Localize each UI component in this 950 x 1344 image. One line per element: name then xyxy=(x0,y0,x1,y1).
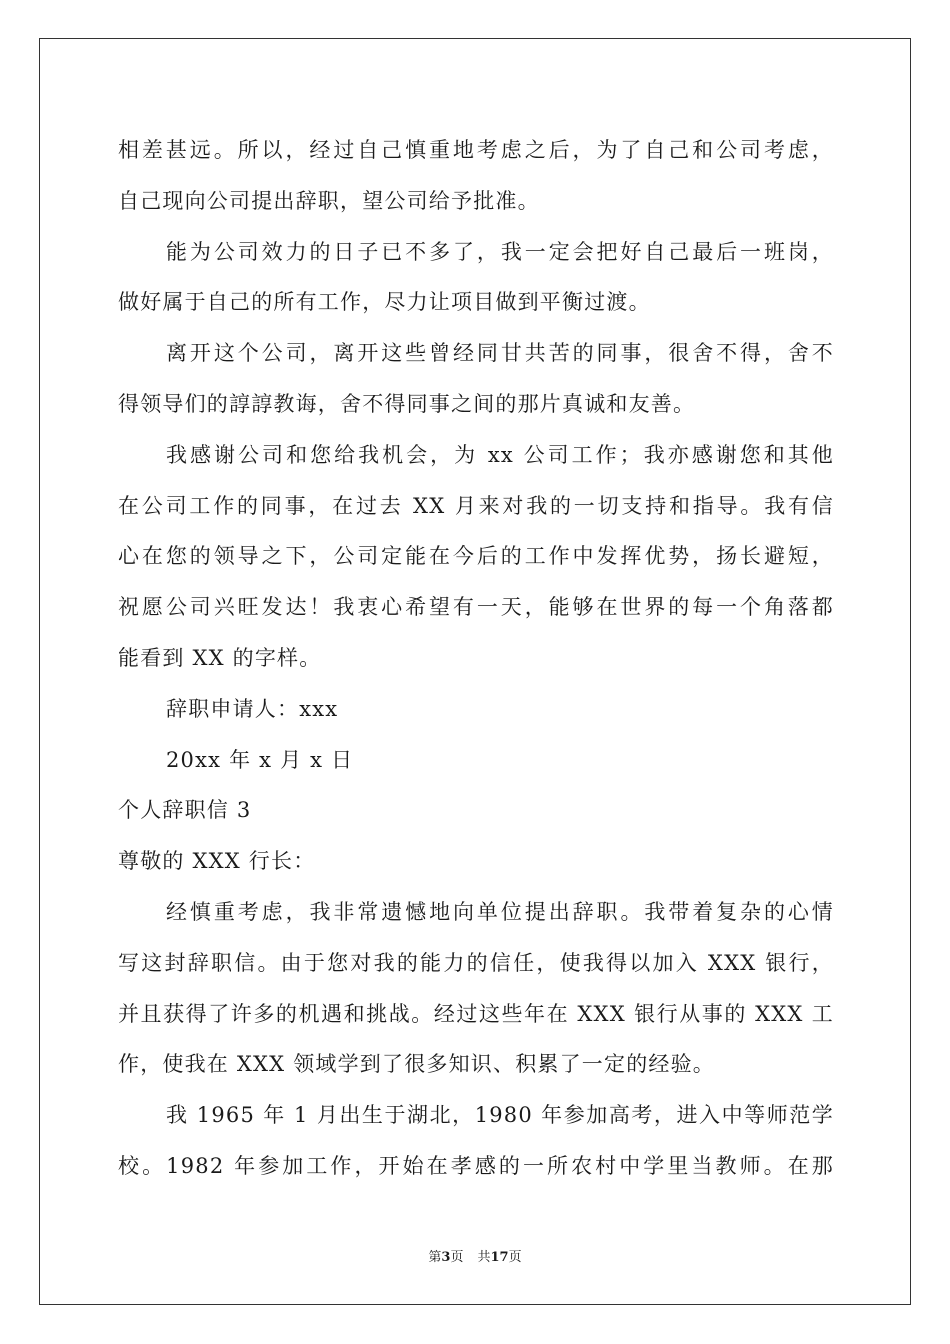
text-line: 相差甚远。所以，经过自己慎重地考虑之后，为了自己和公司考虑， xyxy=(118,138,834,162)
total-page-number: 17 xyxy=(490,1250,509,1265)
total-suffix: 页 xyxy=(508,1250,522,1265)
paragraph-start: 我感谢公司和您给我机会，为 xx 公司工作；我亦感谢您和其他 xyxy=(166,442,834,467)
paragraph-start: 离开这个公司，离开这些曾经同甘共苦的同事，很舍不得，舍不 xyxy=(166,341,834,366)
paragraph-start: 我 1965 年 1 月出生于湖北，1980 年参加高考，进入中等师范学 xyxy=(166,1103,834,1128)
page-prefix: 第 xyxy=(428,1250,442,1265)
page-footer xyxy=(0,1246,950,1265)
current-page-number: 3 xyxy=(441,1250,451,1265)
text-line: 得领导们的諄諄教诲，舍不得同事之间的那片真诚和友善。 xyxy=(118,391,696,416)
section-heading: 个人辞职信 3 xyxy=(118,798,252,823)
text-line: 并且获得了许多的机遇和挑战。经过这些年在 XXX 银行从事的 XXX 工 xyxy=(118,1001,834,1026)
text-line: 能看到 XX 的字样。 xyxy=(118,645,322,670)
text-line: 作，使我在 XXX 领域学到了很多知识、积累了一定的经验。 xyxy=(118,1052,715,1077)
document-body xyxy=(118,125,834,1192)
text-line: 心在您的领导之下，公司定能在今后的工作中发挥优势，扬长避短， xyxy=(118,544,834,569)
text-line: 校。1982 年参加工作，开始在孝感的一所农村中学里当教师。在那 xyxy=(118,1153,834,1178)
text-line: 做好属于自己的所有工作，尽力让项目做到平衡过渡。 xyxy=(118,290,651,315)
text-line: 写这封辞职信。由于您对我的能力的信任，使我得以加入 XXX 银行， xyxy=(118,950,834,975)
text-line: 祝愿公司兴旺发达！我衷心希望有一天，能够在世界的每一个角落都 xyxy=(118,595,834,620)
salutation: 尊敬的 XXX 行长： xyxy=(118,849,316,874)
paragraph-start: 能为公司效力的日子已不多了，我一定会把好自己最后一班岗， xyxy=(166,239,834,264)
paragraph-start: 经慎重考虑，我非常遗憾地向单位提出辞职。我带着复杂的心情 xyxy=(166,899,834,924)
text-line: 自己现向公司提出辞职，望公司给予批准。 xyxy=(118,188,540,213)
date-line: 20xx 年 x 月 x 日 xyxy=(166,747,354,772)
signature-line: 辞职申请人：xxx xyxy=(166,696,339,721)
page-suffix: 页 xyxy=(450,1250,464,1265)
text-line: 在公司工作的同事，在过去 XX 月来对我的一切支持和指导。我有信 xyxy=(118,493,834,518)
total-prefix: 共 xyxy=(477,1250,491,1265)
